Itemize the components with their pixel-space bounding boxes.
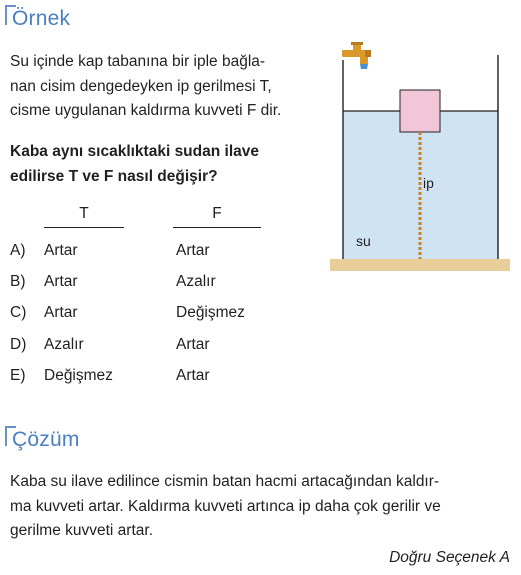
solution-text: [10, 470, 441, 544]
problem-line: Su içinde kap tabanına bir iple bağla-: [10, 53, 266, 70]
solution-line: ma kuvveti artar. Kaldırma kuvveti artınca ip daha çok gerilir ve: [10, 497, 441, 515]
container-base: [330, 259, 510, 271]
solution-heading: Çözüm: [12, 428, 80, 451]
faucet-icon: [342, 42, 371, 69]
column-header-t: T: [79, 205, 89, 222]
solution-line: gerilme kuvveti artar.: [10, 522, 153, 539]
column-underline-f: [173, 227, 261, 228]
option-t-value: Değişmez: [44, 367, 113, 384]
solution-line: Kaba su ilave edilince cismin batan hacmi artacağından kaldır-: [10, 473, 440, 490]
option-f-value: Artar: [176, 336, 210, 353]
option-t-value: Artar: [44, 304, 78, 321]
option-t-value: Azalır: [44, 336, 84, 353]
option-t-value: Artar: [44, 273, 78, 290]
option-f-value: Artar: [176, 367, 210, 384]
question-line: Kaba aynı sıcaklıktaki sudan ilave: [10, 143, 259, 160]
problem-line: nan cisim dengedeyken ip gerilmesi T,: [10, 77, 272, 95]
question-text: [10, 140, 259, 189]
option-letter: B): [10, 273, 26, 290]
question-line: edilirse T ve F nasıl değişir?: [10, 167, 218, 185]
option-letter: D): [10, 336, 27, 353]
option-letter: E): [10, 367, 26, 384]
option-letter: C): [10, 304, 27, 321]
column-underline-t: [44, 227, 124, 228]
column-header-f: F: [212, 205, 222, 222]
option-letter: A): [10, 242, 26, 259]
example-heading: Örnek: [12, 7, 71, 30]
option-t-value: Artar: [44, 242, 78, 259]
correct-answer: Doğru Seçenek A: [389, 549, 510, 566]
option-f-value: Azalır: [176, 273, 216, 290]
problem-text: [10, 50, 281, 124]
submerged-object: [400, 90, 440, 132]
water-label: su: [356, 233, 371, 249]
buoyancy-figure: [325, 40, 515, 275]
option-f-value: Değişmez: [176, 304, 245, 321]
option-f-value: Artar: [176, 242, 210, 259]
problem-line: cisme uygulanan kaldırma kuvveti F dir.: [10, 102, 282, 119]
string-label: ip: [423, 175, 434, 191]
